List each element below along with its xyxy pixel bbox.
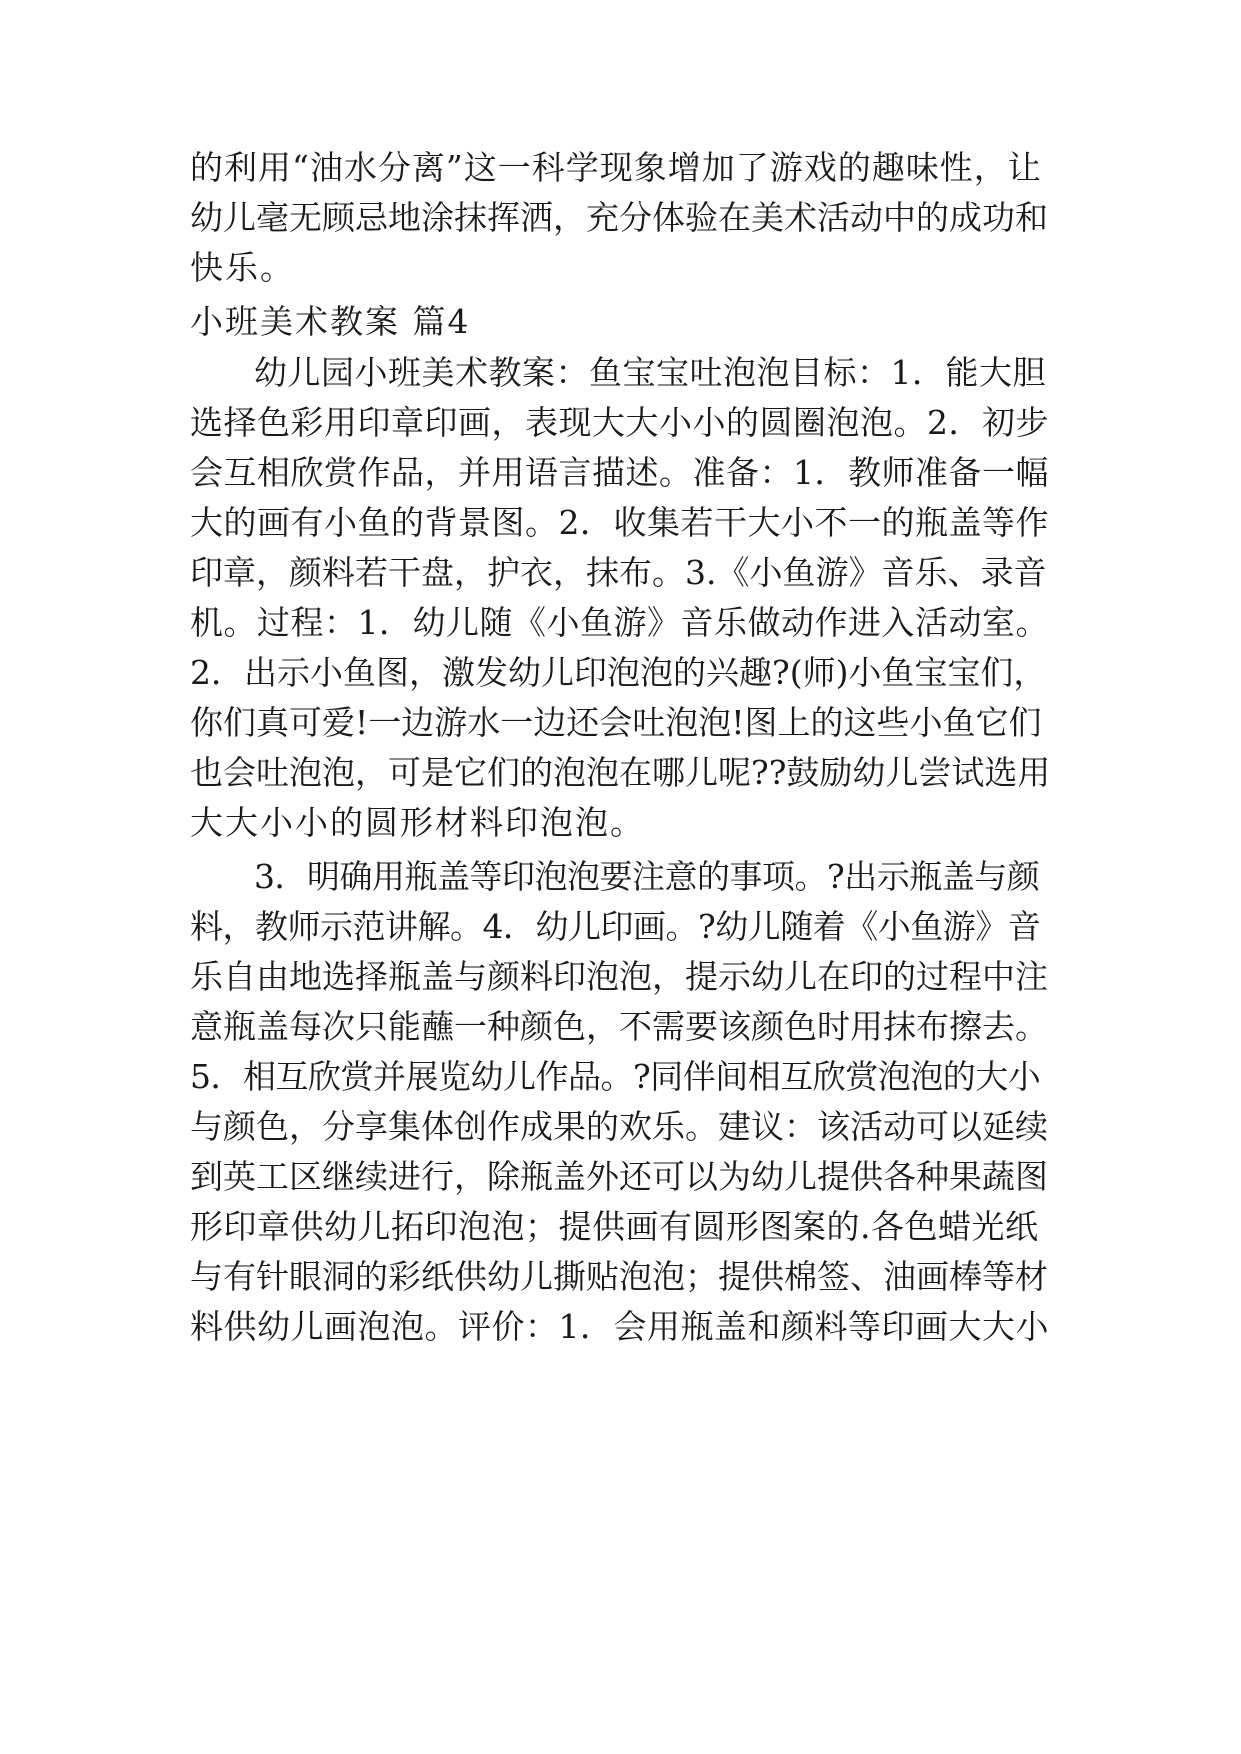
paragraph-line: 也会吐泡泡，可是它们的泡泡在哪儿呢??鼓励幼儿尝试选用 [190, 753, 1051, 792]
paragraph-line: 料供幼儿画泡泡。评价：1．会用瓶盖和颜料等印画大大小 [190, 1307, 1049, 1346]
paragraph-line: 大的画有小鱼的背景图。2．收集若干大小不一的瓶盖等作 [190, 503, 1049, 542]
paragraph-line: 幼儿毫无顾忌地涂抹挥洒，充分体验在美术活动中的成功和 [190, 198, 1048, 237]
paragraph-line: 料，教师示范讲解。4．幼儿印画。?幼儿随着《小鱼游》音 [190, 907, 1041, 946]
paragraph-line: 与有针眼洞的彩纸供幼儿撕贴泡泡；提供棉签、油画棒等材 [190, 1257, 1048, 1296]
section-heading: 小班美术教案 篇4 [190, 302, 471, 341]
paragraph-line: 大大小小的圆形材料印泡泡。 [190, 803, 645, 842]
paragraph-line: 乐自由地选择瓶盖与颜料印泡泡，提示幼儿在印的过程中注 [190, 957, 1048, 996]
paragraph-line: 3．明确用瓶盖等印泡泡要注意的事项。?出示瓶盖与颜 [254, 857, 1040, 896]
paragraph-line: 快乐。 [190, 248, 295, 287]
paragraph-line: 机。过程：1．幼儿随《小鱼游》音乐做动作进入活动室。 [190, 603, 1049, 642]
paragraph-line: 你们真可爱!一边游水一边还会吐泡泡!图上的这些小鱼它们 [190, 703, 1042, 742]
paragraph-line: 2．出示小鱼图，激发幼儿印泡泡的兴趣?(师)小鱼宝宝们， [190, 653, 1047, 692]
paragraph-line: 意瓶盖每次只能蘸一种颜色，不需要该颜色时用抹布擦去。 [190, 1007, 1048, 1046]
paragraph-line: 幼儿园小班美术教案：鱼宝宝吐泡泡目标：1．能大胆 [254, 353, 1046, 392]
paragraph-line: 印章，颜料若干盘，护衣，抹布。3.《小鱼游》音乐、录音 [190, 553, 1047, 592]
paragraph-line: 会互相欣赏作品，并用语言描述。准备：1．教师准备一幅 [190, 453, 1049, 492]
paragraph-line: 5．相互欣赏并展览幼儿作品。?同伴间相互欣赏泡泡的大小 [190, 1057, 1041, 1096]
paragraph-line: 选择色彩用印章印画，表现大大小小的圆圈泡泡。2．初步 [190, 403, 1049, 442]
paragraph-line: 的利用“油水分离”这一科学现象增加了游戏的趣味性，让 [190, 148, 1042, 187]
paragraph-line: 与颜色，分享集体创作成果的欢乐。建议：该活动可以延续 [190, 1107, 1048, 1146]
paragraph-line: 形印章供幼儿拓印泡泡；提供画有圆形图案的.各色蜡光纸 [190, 1207, 1039, 1246]
paragraph-line: 到英工区继续进行，除瓶盖外还可以为幼儿提供各种果蔬图 [190, 1157, 1048, 1196]
